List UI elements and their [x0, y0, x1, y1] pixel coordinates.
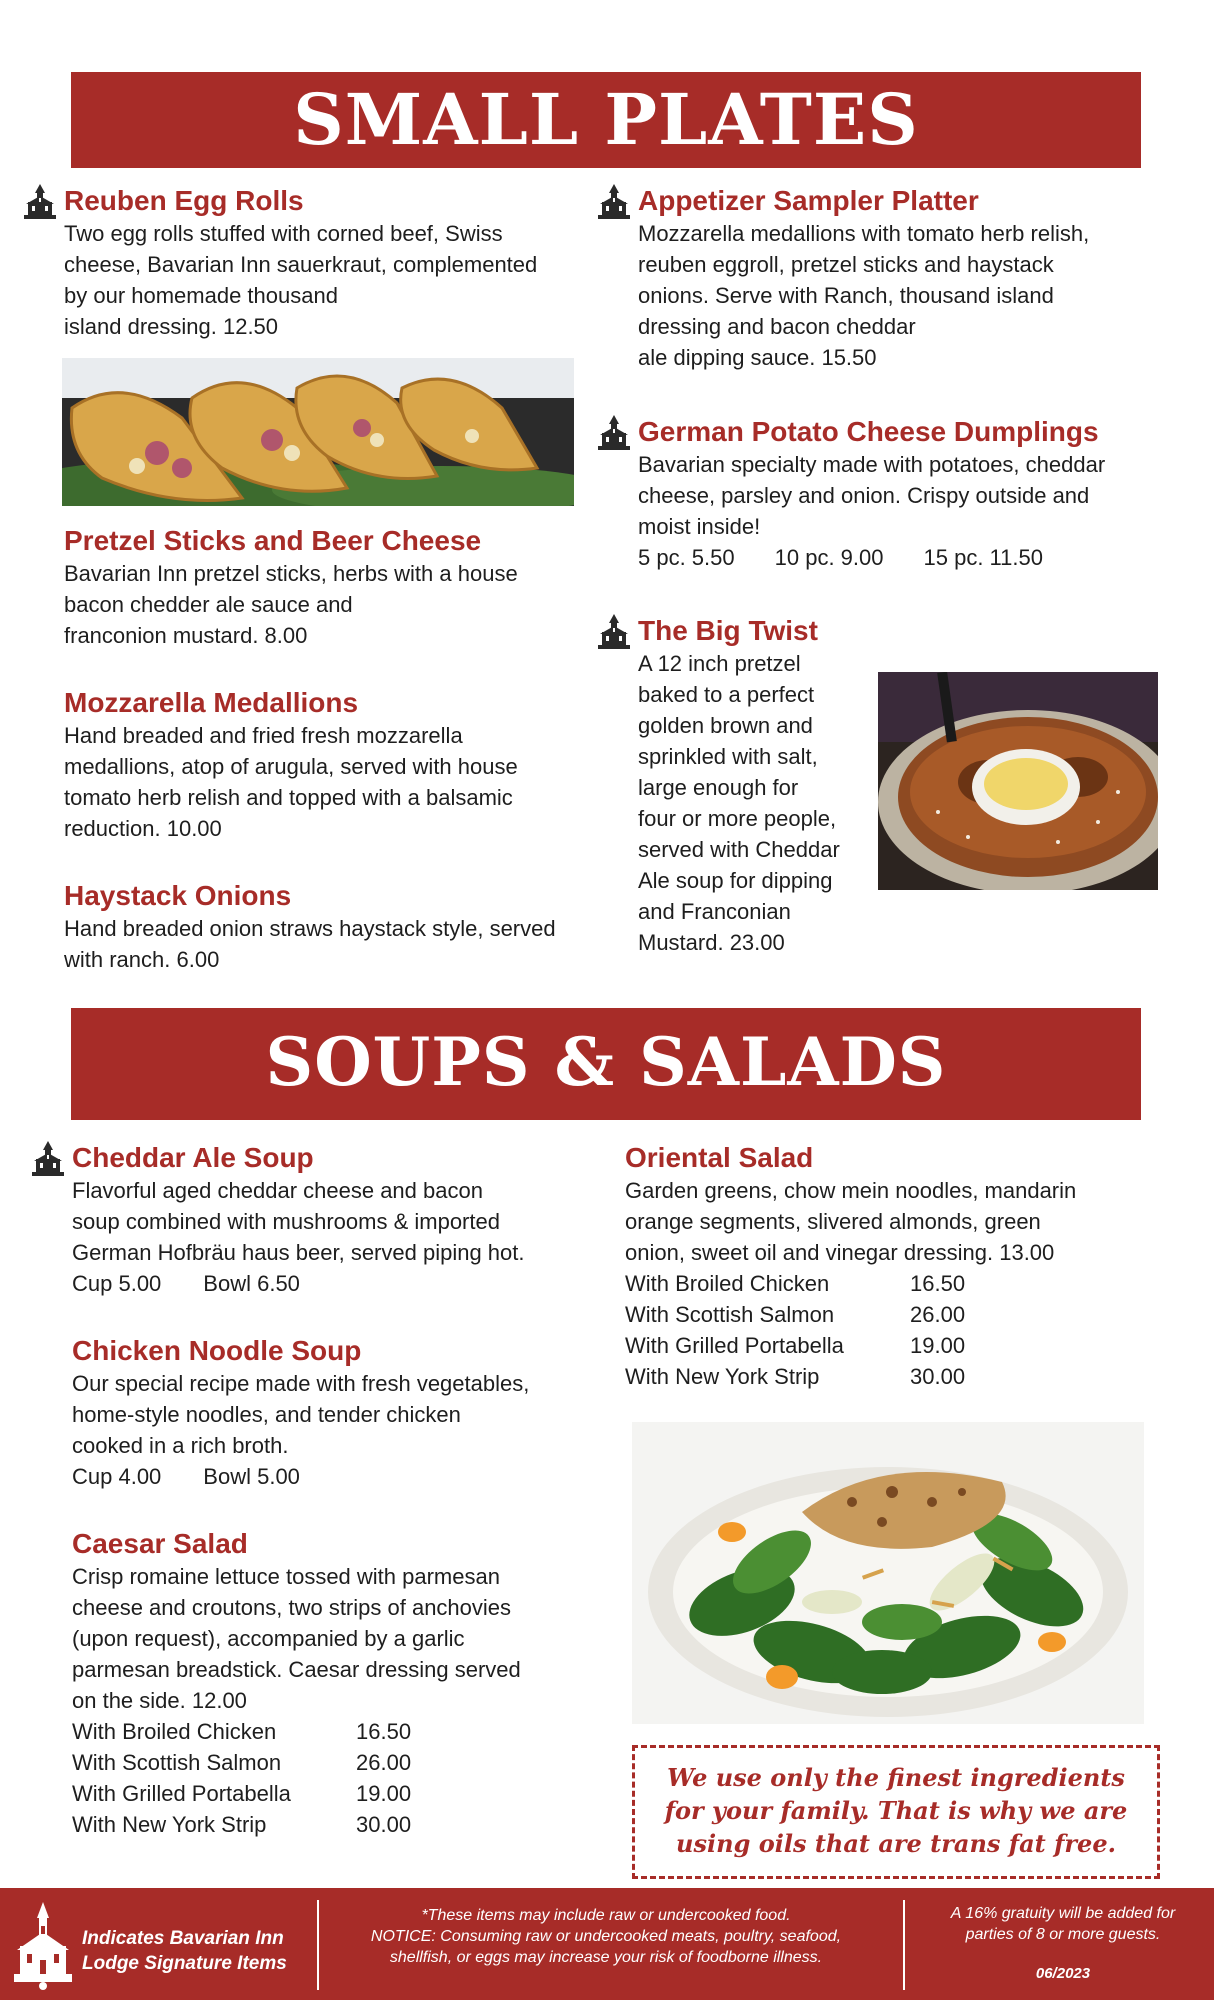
addon-row [625, 1330, 1076, 1361]
addon-price: 16.50 [910, 1271, 966, 1296]
addon-row [625, 1268, 1076, 1299]
item-description-line: Our special recipe made with fresh vegetables, [72, 1371, 530, 1396]
addon-price: 19.00 [356, 1781, 412, 1806]
menu-item-big-twist [638, 614, 840, 958]
addon-row [72, 1747, 521, 1778]
item-description-line: with ranch. 6.00 [64, 947, 220, 972]
item-title: Chicken Noodle Soup [72, 1335, 362, 1366]
addon-label: With Scottish Salmon [72, 1750, 282, 1775]
item-description-line: baked to a perfect [638, 682, 815, 707]
item-description-line: dressing and bacon cheddar [638, 314, 916, 339]
footer-divider [317, 1900, 319, 1990]
signature-legend [82, 1926, 287, 1976]
raw-food-notice [322, 1905, 890, 1968]
item-description-line: medallions, atop of arugula, served with house [64, 754, 518, 779]
item-price-options [72, 1461, 529, 1492]
addon-row [72, 1809, 521, 1840]
item-description-line: orange segments, slivered almonds, green [625, 1209, 1041, 1234]
lodge-tower-icon [598, 614, 630, 652]
addon-row [72, 1716, 521, 1747]
item-description-line: Garden greens, chow mein noodles, mandarin [625, 1178, 1077, 1203]
addon-row [625, 1299, 1076, 1330]
notice-line: NOTICE: Consuming raw or undercooked meats, poultry, seafood, [370, 1928, 842, 1945]
addon-label: With Broiled Chicken [72, 1719, 277, 1744]
item-description-line: cooked in a rich broth. [72, 1433, 289, 1458]
footer [0, 1888, 1214, 2000]
item-description-line: Bavarian Inn pretzel sticks, herbs with a house [64, 561, 518, 586]
item-description-line: ale dipping sauce. 15.50 [638, 345, 877, 370]
addon-label: With New York Strip [72, 1812, 267, 1837]
addon-price: 30.00 [356, 1812, 412, 1837]
egg-rolls-photo [62, 358, 574, 506]
gratuity-line: A 16% gratuity will be added for [950, 1905, 1176, 1922]
menu-date: 06/2023 [1035, 1965, 1091, 1982]
notice-line: for your family. That is why we are [664, 1796, 1128, 1825]
menu-item-chicken-noodle-soup [72, 1334, 529, 1492]
lodge-tower-icon [24, 184, 56, 222]
price-cup: Cup 5.00 [72, 1271, 162, 1296]
item-description-line: (upon request), accompanied by a garlic [72, 1626, 465, 1651]
item-description-line: reduction. 10.00 [64, 816, 222, 841]
menu-item-pretzel-sticks [64, 524, 518, 651]
section-banner-small-plates: SMALL PLATES [71, 72, 1141, 168]
item-description-line: Bavarian specialty made with potatoes, cheddar [638, 452, 1106, 477]
footer-divider [903, 1900, 905, 1990]
item-description-line: Flavorful aged cheddar cheese and bacon [72, 1178, 483, 1203]
lodge-tower-icon [598, 184, 630, 222]
item-description-line: Two egg rolls stuffed with corned beef, Swiss [64, 221, 503, 246]
item-description-line: island dressing. 12.50 [64, 314, 279, 339]
item-description-line: cheese and croutons, two strips of anchovies [72, 1595, 512, 1620]
section-banner-soups-salads: SOUPS & SALADS [71, 1008, 1141, 1120]
gratuity-line: parties of 8 or more guests. [965, 1926, 1161, 1943]
addon-price: 26.00 [356, 1750, 412, 1775]
trans-fat-notice [632, 1745, 1160, 1879]
price-cup: Cup 4.00 [72, 1464, 162, 1489]
item-description-line: Ale soup for dipping [638, 868, 833, 893]
item-title: Reuben Egg Rolls [64, 185, 304, 216]
item-description-line: Mozzarella medallions with tomato herb relish, [638, 221, 1090, 246]
big-twist-pretzel-photo [878, 672, 1158, 890]
item-title: Haystack Onions [64, 880, 292, 911]
item-description-line: large enough for [638, 775, 799, 800]
item-description-line: onions. Serve with Ranch, thousand island [638, 283, 1054, 308]
item-description-line: moist inside! [638, 514, 761, 539]
item-description-line: onion, sweet oil and vinegar dressing. 13.00 [625, 1240, 1055, 1265]
lodge-tower-icon [598, 415, 630, 453]
item-title: Appetizer Sampler Platter [638, 185, 979, 216]
item-description-line: home-style noodles, and tender chicken [72, 1402, 461, 1427]
addon-label: With New York Strip [625, 1364, 820, 1389]
addon-price: 16.50 [356, 1719, 412, 1744]
item-title: Pretzel Sticks and Beer Cheese [64, 525, 482, 556]
item-title: German Potato Cheese Dumplings [638, 416, 1099, 447]
oriental-salad-photo [632, 1422, 1144, 1724]
price-15pc: 15 pc. 11.50 [923, 545, 1043, 570]
price-5pc: 5 pc. 5.50 [638, 545, 735, 570]
item-description-line: sprinkled with salt, [638, 744, 818, 769]
menu-item-haystack-onions [64, 879, 556, 975]
gratuity-notice [928, 1903, 1198, 1945]
addon-price: 30.00 [910, 1364, 966, 1389]
addon-row [72, 1778, 521, 1809]
menu-item-cheddar-ale-soup [72, 1141, 525, 1299]
menu-item-potato-dumplings [638, 415, 1105, 573]
item-price-options [638, 542, 1105, 573]
item-description-line: German Hofbräu haus beer, served piping hot. [72, 1240, 525, 1265]
notice-line: using oils that are trans fat free. [676, 1829, 1116, 1858]
item-description-line: tomato herb relish and topped with a balsamic [64, 785, 513, 810]
item-description-line: golden brown and [638, 713, 813, 738]
item-title: Oriental Salad [625, 1142, 814, 1173]
item-description-line: and Franconian [638, 899, 791, 924]
notice-line: *These items may include raw or undercooked food. [421, 1907, 791, 1924]
item-description-line: reuben eggroll, pretzel sticks and haystack [638, 252, 1054, 277]
item-description-line: Hand breaded onion straws haystack style, served [64, 916, 556, 941]
menu-item-reuben-egg-rolls [64, 184, 537, 342]
item-description-line: franconion mustard. 8.00 [64, 623, 308, 648]
item-description-line: by our homemade thousand [64, 283, 338, 308]
addon-label: With Scottish Salmon [625, 1302, 835, 1327]
addon-label: With Grilled Portabella [72, 1781, 291, 1806]
item-description-line: Hand breaded and fried fresh mozzarella [64, 723, 463, 748]
menu-item-appetizer-sampler [638, 184, 1089, 373]
menu-item-oriental-salad [625, 1141, 1076, 1392]
legend-line: Indicates Bavarian Inn [82, 1928, 284, 1949]
addon-label: With Broiled Chicken [625, 1271, 830, 1296]
price-10pc: 10 pc. 9.00 [774, 545, 884, 570]
item-description-line: served with Cheddar [638, 837, 840, 862]
item-description-line: Mustard. 23.00 [638, 930, 785, 955]
item-description-line: cheese, Bavarian Inn sauerkraut, complemented [64, 252, 538, 277]
item-description-line: parmesan breadstick. Caesar dressing served [72, 1657, 521, 1682]
notice-line: shellfish, or eggs may increase your risk of foodborne illness. [389, 1949, 823, 1966]
addon-price: 26.00 [910, 1302, 966, 1327]
price-bowl: Bowl 5.00 [203, 1464, 300, 1489]
item-description-line: A 12 inch pretzel [638, 651, 801, 676]
addon-label: With Grilled Portabella [625, 1333, 844, 1358]
item-description-line: four or more people, [638, 806, 837, 831]
item-description-line: cheese, parsley and onion. Crispy outside and [638, 483, 1090, 508]
item-description-line: bacon chedder ale sauce and [64, 592, 353, 617]
item-description-line: Crisp romaine lettuce tossed with parmesan [72, 1564, 500, 1589]
menu-item-mozzarella-medallions [64, 686, 518, 844]
item-description-line: soup combined with mushrooms & imported [72, 1209, 500, 1234]
item-title: Mozzarella Medallions [64, 687, 359, 718]
item-title: Cheddar Ale Soup [72, 1142, 314, 1173]
notice-line: We use only the finest ingredients [667, 1763, 1125, 1792]
lodge-tower-icon [32, 1141, 64, 1179]
legend-line: Lodge Signature Items [82, 1953, 287, 1974]
item-title: The Big Twist [638, 615, 818, 646]
item-title: Caesar Salad [72, 1528, 248, 1559]
lodge-tower-icon [14, 1902, 72, 1992]
menu-item-caesar-salad [72, 1527, 521, 1840]
item-description-line: on the side. 12.00 [72, 1688, 247, 1713]
addon-price: 19.00 [910, 1333, 966, 1358]
item-price-options [72, 1268, 525, 1299]
price-bowl: Bowl 6.50 [203, 1271, 300, 1296]
addon-row [625, 1361, 1076, 1392]
